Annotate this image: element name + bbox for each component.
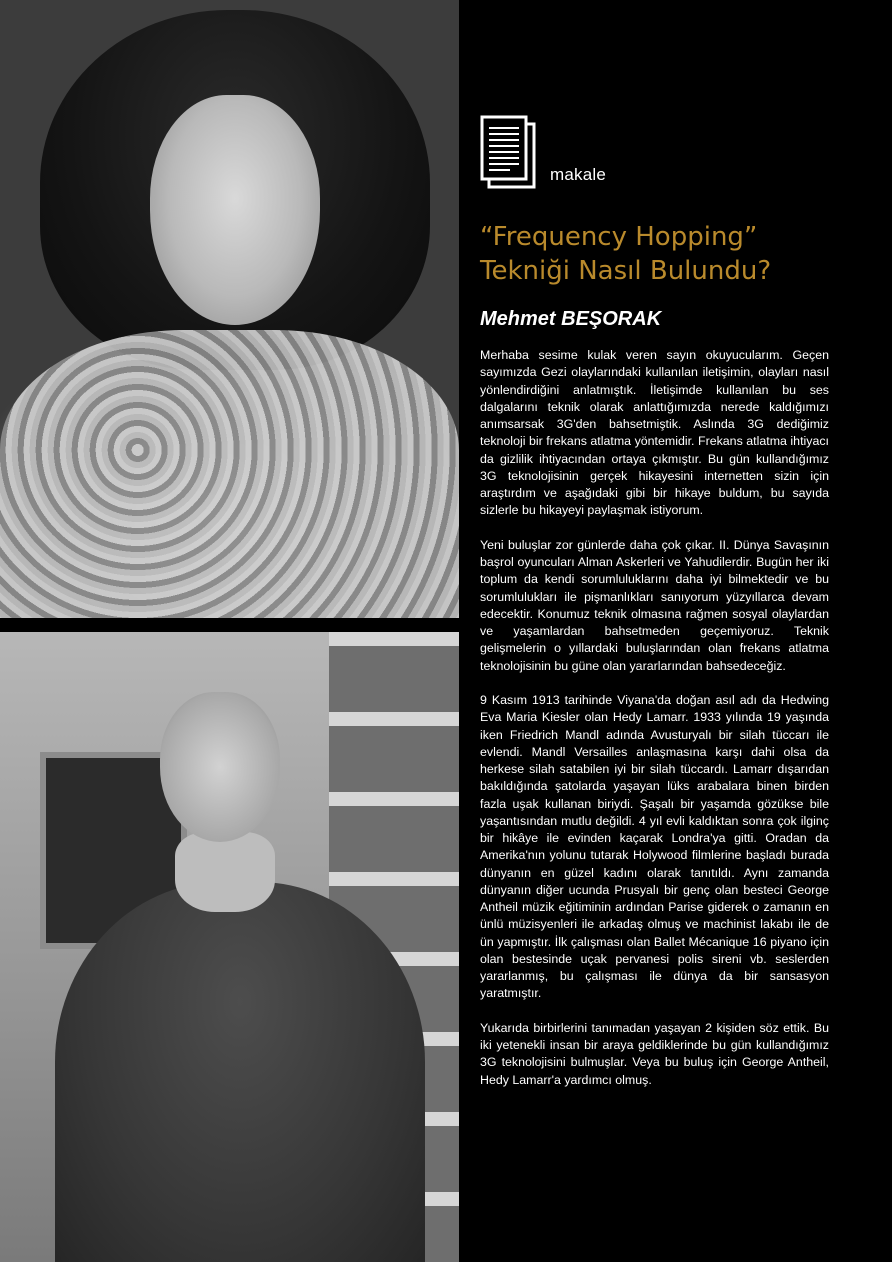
title-line-1: “Frequency Hopping” bbox=[480, 222, 758, 252]
article-column bbox=[480, 0, 830, 1262]
article-body bbox=[480, 347, 829, 1106]
author-name: Mehmet BEŞORAK bbox=[480, 308, 662, 330]
category-label: makale bbox=[550, 165, 607, 184]
paragraph: Yeni buluşlar zor günlerde daha çok çıkar. II. Dünya Savaşının başrol oyuncuları Alman Askerleri ve Yahudilerdir. Bugün her iki toplum da kendi sorumluluklarını daha iyi bilmektedir ve bu sorumlulukları ile pişmanlıkları sanıyorum yüzyıllarca devam edecektir. Konumuz teknik olmasına rağmen sosyal olaylardan ve yaşamlardan bahsetmeden geçemiyoruz. Teknik gelişmelerin o yıllardaki buluşlarından olan frekans atlatma teknolojisinin bu güne olan yararlarından bahsedeceğiz. bbox=[480, 537, 829, 673]
paragraph: 9 Kasım 1913 tarihinde Viyana'da doğan asıl adı da Hedwing Eva Maria Kiesler olan Hedy Lamarr. 1933 yılında 19 yaşında iken Friedrich Mandl adında Avusturyalı bir silah tüccarı ile evlendi. Mandl Versailles anlaşmasına karşı dahi olsa da herkese silah satabilen iyi bir silah tüccardı. Lamarr dışarıdan bakıldığında şatolarda yaşayan lüks arabalara binen birden fazla uşak kullanan biriydi. Şaşalı bir yaşamda gözükse bile yaşantısından mutlu değildi. 4 yıl evli kaldıktan sonra çok ilginç bir hikâye ile evinden kaçarak Londra'ya gitti. Oradan da Amerika'nın yolunu tutarak Holywood filmlerine başladı burada dünyanın en güzel kadını olarak tanıtıldı. Aynı zamanda dünyanın diğer ucunda Prusyalı bir genç olan besteci George Antheil müzik eğitiminin ardından Parise giderek o zamanın en ünlü müzisyenleri ile arkadaş olmuş ve machinist lakabı ile de ün yapmıştır. İlk çalışması olan Ballet Mécanique 16 piyano için olan bestesinde uçak pervanesi polis sireni vb. seslerden yararlanmış, bu çalışması ile dünya da bir sansasyon yaratmıştır. bbox=[480, 693, 829, 1001]
portrait-photo-woman bbox=[0, 0, 459, 618]
photo-face-shape bbox=[150, 95, 320, 325]
document-icon bbox=[480, 115, 536, 189]
photo-dress-shape bbox=[0, 330, 459, 618]
photo-coat-shape bbox=[55, 882, 425, 1262]
title-line-2: Tekniği Nasıl Bulundu? bbox=[480, 256, 772, 286]
photo-head-shape bbox=[160, 692, 280, 842]
paragraph: Merhaba sesime kulak veren sayın okuyucularım. Geçen sayımızda Gezi olaylarındaki kullanılan iletişimin, olayları nasıl yönlendirdiğini anlatmıştık. İletişimde kullanılan bu ses dalgalarını teknik olarak anlattığımızda nerede kaldığımızı anımsarsak 3G'den bahsetmiştik. Aslında 3G dediğimiz teknoloji bir frekans atlatma yöntemidir. Frekans atlatma ihtiyacı da gizlilik ihtiyacından ortaya çıkmıştır. Bu gün kullandığımız 3G teknolojisinin gerçek hikayesini internetten sizin için araştırdım ve aşağıdaki gibi bir hikaye buldum, bu sayıda sizlerle bu hikayeyi paylaşmak istiyorum. bbox=[480, 348, 829, 518]
portrait-photo-man bbox=[0, 632, 459, 1262]
paragraph: Yukarıda birbirlerini tanımadan yaşayan 2 kişiden söz ettik. Bu iki yetenekli insan bir araya geldiklerinde bu gün kullandığımız 3G teknolojisini bulmuşlar. Veya bu buluş için George Antheil, Hedy Lamarr'a yardımcı olmuş. bbox=[480, 1020, 829, 1087]
photo-scarf-shape bbox=[175, 832, 275, 912]
article-title bbox=[480, 220, 840, 288]
